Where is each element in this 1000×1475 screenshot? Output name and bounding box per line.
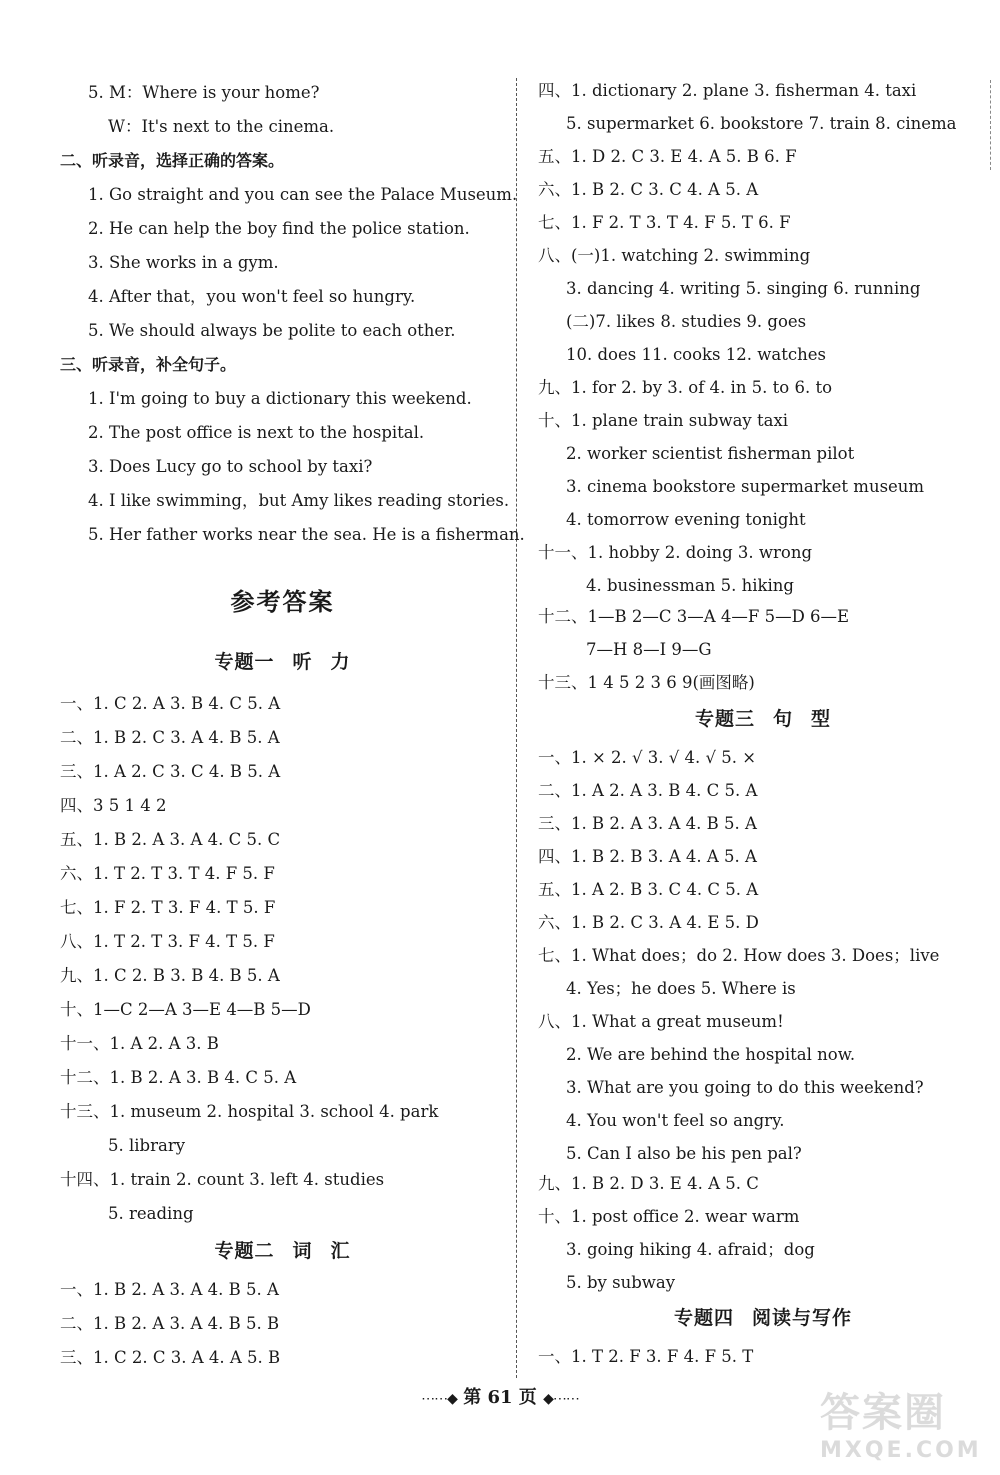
answer-line: 2. The post office is next to the hospital.	[88, 423, 425, 442]
answer-line: 1. I'm going to buy a dictionary this weekend.	[88, 389, 472, 408]
watermark-logo	[820, 1381, 990, 1467]
answer-line: 三、1. B 2. A 3. A 4. B 5. A	[538, 814, 757, 833]
watermark-logo-text: 答案圈	[820, 1390, 946, 1436]
section-heading-part: 词	[292, 1240, 313, 1262]
answer-line: 四、3 5 1 4 2	[60, 796, 167, 815]
answer-key-title: 参考答案	[230, 588, 335, 616]
answer-line: 七、1. F 2. T 3. T 4. F 5. T 6. F	[538, 213, 791, 232]
answer-line: 三、1. A 2. C 3. C 4. B 5. A	[60, 762, 281, 781]
answer-line: 2. He can help the boy find the police station.	[88, 219, 470, 238]
section-heading-part: 专题四	[673, 1307, 734, 1329]
footer-ornament-left: ⋯⋯◆	[421, 1391, 457, 1407]
section-heading-part: 专题二	[214, 1240, 275, 1262]
answer-line: 4. I like swimming，but Amy likes reading stories.	[88, 491, 510, 510]
answer-line: 八、(一)1. watching 2. swimming	[538, 246, 811, 265]
section-heading	[538, 1308, 988, 1328]
answer-line: 3. Does Lucy go to school by taxi?	[88, 457, 373, 476]
answer-line: 十二、1—B 2—C 3—A 4—F 5—D 6—E	[538, 607, 850, 626]
answer-line: 四、1. dictionary 2. plane 3. fisherman 4. taxi	[538, 81, 917, 100]
answer-line: 七、1. F 2. T 3. F 4. T 5. F	[60, 898, 276, 917]
answer-line: 九、1. for 2. by 3. of 4. in 5. to 6. to	[538, 378, 833, 397]
answer-line: 十一、1. hobby 2. doing 3. wrong	[538, 543, 813, 562]
answer-line: 3. cinema bookstore supermarket museum	[566, 477, 925, 496]
answer-line: 六、1. B 2. C 3. A 4. E 5. D	[538, 913, 759, 932]
answer-line: 八、1. What a great museum!	[538, 1012, 784, 1031]
answer-line: 十一、1. A 2. A 3. B	[60, 1034, 219, 1053]
answer-line: 2. We are behind the hospital now.	[566, 1045, 856, 1064]
answer-line: 十二、1. B 2. A 3. B 4. C 5. A	[60, 1068, 297, 1087]
answer-line: 十三、1. museum 2. hospital 3. school 4. park	[60, 1102, 439, 1121]
page-edge-mark	[990, 80, 991, 170]
footer-ornament-right: ◆⋯⋯	[543, 1391, 579, 1407]
question-heading: 二、听录音，选择正确的答案。	[60, 151, 285, 170]
section-heading	[60, 652, 505, 672]
answer-line: 八、1. T 2. T 3. F 4. T 5. F	[60, 932, 275, 951]
section-heading	[538, 709, 988, 729]
column-divider	[516, 78, 517, 1378]
answer-line: 二、1. B 2. A 3. A 4. B 5. B	[60, 1314, 280, 1333]
section-heading-part: 听	[292, 651, 313, 673]
answer-line: 五、1. B 2. A 3. A 4. C 5. C	[60, 830, 281, 849]
answer-line: 七、1. What does；do 2. How does 3. Does；live	[538, 946, 940, 965]
answer-line: 10. does 11. cooks 12. watches	[566, 345, 826, 364]
question-heading: 三、听录音，补全句子。	[60, 355, 237, 374]
answer-line: 六、1. T 2. T 3. T 4. F 5. F	[60, 864, 275, 883]
answer-line: 7—H 8—I 9—G	[586, 640, 712, 659]
answer-line: 一、1. C 2. A 3. B 4. C 5. A	[60, 694, 281, 713]
watermark-url: MXQE.COM	[820, 1438, 982, 1463]
answer-line: 一、1. × 2. √ 3. √ 4. √ 5. ×	[538, 748, 757, 767]
answer-line: 三、1. C 2. C 3. A 4. A 5. B	[60, 1348, 281, 1367]
answer-line: 五、1. A 2. B 3. C 4. C 5. A	[538, 880, 759, 899]
answer-line: 5. M：Where is your home?	[88, 83, 320, 102]
answer-line: 九、1. C 2. B 3. B 4. B 5. A	[60, 966, 280, 985]
answer-line: 4. You won't feel so angry.	[566, 1111, 785, 1130]
answer-line: 2. worker scientist fisherman pilot	[566, 444, 855, 463]
answer-line: 5. Her father works near the sea. He is a fisherman.	[88, 525, 525, 544]
section-heading-part: 句	[772, 708, 793, 730]
answer-line: 十、1. plane train subway taxi	[538, 411, 789, 430]
answer-line: 二、1. B 2. C 3. A 4. B 5. A	[60, 728, 280, 747]
answer-line: 3. What are you going to do this weekend?	[566, 1078, 924, 1097]
answer-line: 一、1. B 2. A 3. A 4. B 5. A	[60, 1280, 279, 1299]
answer-line: 四、1. B 2. B 3. A 4. A 5. A	[538, 847, 757, 866]
answer-line: 5. Can I also be his pen pal?	[566, 1144, 802, 1163]
answer-line: 4. businessman 5. hiking	[586, 576, 794, 595]
answer-line: 十三、1 4 5 2 3 6 9(画图略)	[538, 673, 755, 692]
section-heading	[60, 1241, 505, 1261]
answer-line: 4. After that，you won't feel so hungry.	[88, 287, 416, 306]
answer-line: 一、1. T 2. F 3. F 4. F 5. T	[538, 1347, 754, 1366]
section-heading-part: 力	[330, 651, 351, 673]
answer-line: 十四、1. train 2. count 3. left 4. studies	[60, 1170, 385, 1189]
answer-line: 5. library	[108, 1136, 186, 1155]
answer-line: 五、1. D 2. C 3. E 4. A 5. B 6. F	[538, 147, 797, 166]
answer-line: 5. reading	[108, 1204, 194, 1223]
section-heading-part: 专题三	[694, 708, 755, 730]
answer-line: 5. by subway	[566, 1273, 676, 1292]
answer-line: W：It's next to the cinema.	[108, 117, 335, 136]
answer-line: 5. supermarket 6. bookstore 7. train 8. cinema	[566, 114, 957, 133]
answer-line: 九、1. B 2. D 3. E 4. A 5. C	[538, 1174, 759, 1193]
answer-line: 六、1. B 2. C 3. C 4. A 5. A	[538, 180, 759, 199]
answer-line: 4. tomorrow evening tonight	[566, 510, 806, 529]
page-number: 第 61 页	[463, 1387, 537, 1408]
section-heading-part: 汇	[330, 1240, 351, 1262]
answer-line: 十、1—C 2—A 3—E 4—B 5—D	[60, 1000, 311, 1019]
section-heading-part: 型	[811, 708, 832, 730]
answer-line: 4. Yes；he does 5. Where is	[566, 979, 796, 998]
answer-line: 5. We should always be polite to each other.	[88, 321, 456, 340]
answer-line: 二、1. A 2. A 3. B 4. C 5. A	[538, 781, 758, 800]
answer-line: 十、1. post office 2. wear warm	[538, 1207, 800, 1226]
answer-line: 1. Go straight and you can see the Palace Museum.	[88, 185, 518, 204]
section-heading-part: 专题一	[214, 651, 275, 673]
answer-line: 3. She works in a gym.	[88, 253, 279, 272]
section-heading-part: 阅读与写作	[752, 1307, 853, 1329]
answer-line: 3. going hiking 4. afraid；dog	[566, 1240, 815, 1259]
answer-line: 3. dancing 4. writing 5. singing 6. running	[566, 279, 921, 298]
answer-line: (二)7. likes 8. studies 9. goes	[566, 312, 807, 331]
